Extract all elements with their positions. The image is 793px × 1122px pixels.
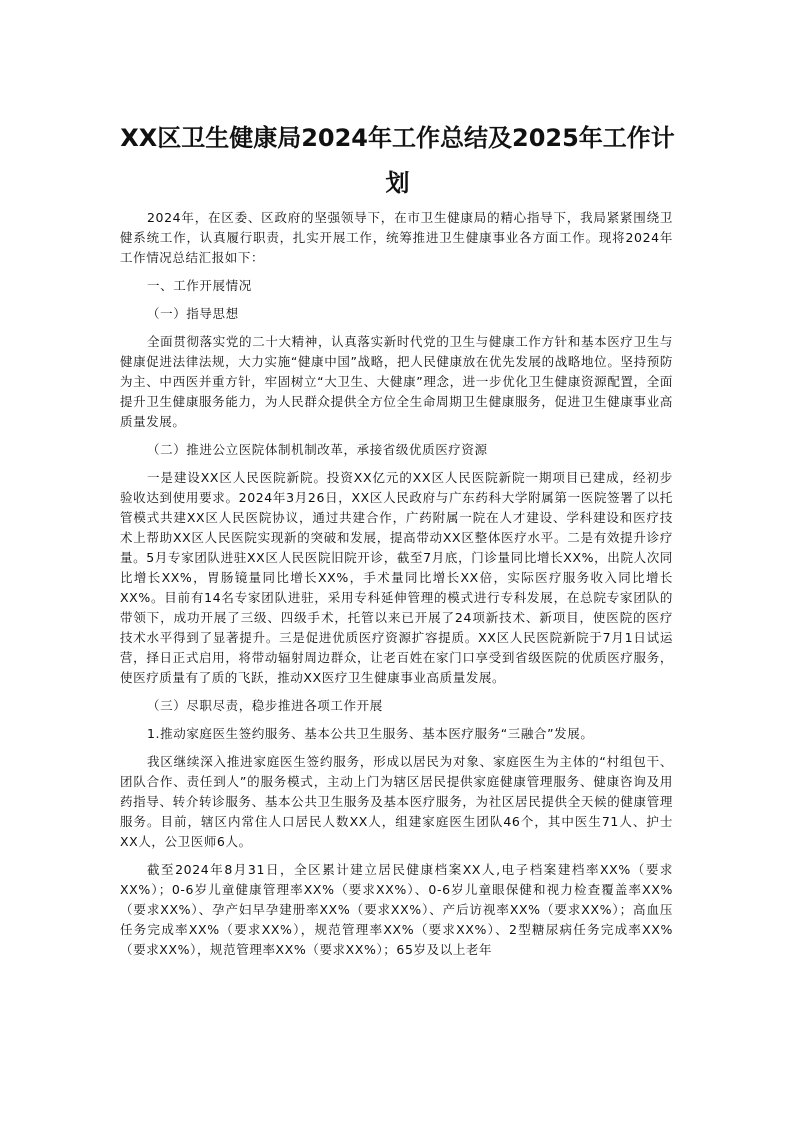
subsection-heading-hospital-reform: （二）推进公立医院体制机制改革，承接省级优质医疗资源 [147, 442, 488, 457]
intro-paragraph: 2024年，在区委、区政府的坚强领导下，在市卫生健康局的精心指导下，我局紧紧围绕卫健系统工作，认真履行职责，扎实开展工作，统筹推进卫生健康事业各方面工作。现将2024年工作情况总结汇报如下： [120, 210, 673, 265]
hospital-reform-paragraph: 一是建设XX区人民医院新院。投资XX亿元的XX区人民医院新院一期项目已建成，经初步验收达到使用要求。2024年3月26日，XX区人民政府与广东药科大学附属第一医院签署了以托管模式共建XX区人民医院协议，通过共建合作，广药附属一院在人才建设、学科建设和医疗技术上帮助XX区人民医院实现新的突破和发展，提高带动XX区整体医疗水平。二是有效提升诊疗量。5月专家团队进驻XX区人民医院旧院开诊，截至7月底，门诊量同比增长XX%，出院人次同比增长XX%，胃肠镜量同比增长XX%，手术量同比增长XX倍，实际医疗服务收入同比增长XX%。目前有14名专家团队进驻，采用专科延伸管理的模式进行专科发展，在总院专家团队的带领下，成功开展了三级、四级手术，托管以来已开展了24项新技术、新项目，使医院的医疗技术水平得到了显著提升。三是促进优质医疗资源扩容提质。XX区人民医院新院于7月1日试运营，择日正式启用，将带动辐射周边群众，让老百姓在家门口享受到省级医院的优质医疗服务，使医疗质量有了质的飞跃，推动XX医疗卫生健康事业高质量发展。 [120, 470, 673, 685]
guiding-ideology-paragraph: 全面贯彻落实党的二十大精神，认真落实新时代党的卫生与健康工作方针和基本医疗卫生与健康促进法律法规，大力实施“健康中国”战略，把人民健康放在优先发展的战略地位。坚持预防为主、中西医并重方针，牢固树立“大卫生、大健康”理念，进一步优化卫生健康资源配置，全面提升卫生健康服务能力，为人民群众提供全方位全生命周期卫生健康服务，促进卫生健康事业高质量发展。 [120, 334, 673, 429]
item-heading-three-integration: 1.推动家庭医生签约服务、基本公共卫生服务、基本医疗服务“三融合”发展。 [147, 726, 594, 741]
family-doctor-paragraph: 我区继续深入推进家庭医生签约服务，形成以居民为对象、家庭医生为主体的“村组包干、团队合作、责任到人”的服务模式，主动上门为辖区居民提供家庭健康管理服务、健康咨询及用药指导、转介转诊服务、基本公共卫生服务及基本医疗服务，为社区居民提供全天候的健康管理服务。目前，辖区内常住人口居民人数XX人，组建家庭医生团队46个，其中医生71人、护士XX人，公卫医师6人。 [120, 754, 673, 849]
subsection-heading-duties: （三）尽职尽责，稳步推进各项工作开展 [147, 698, 383, 713]
document-body [120, 208, 673, 968]
section-heading-work-status: 一、工作开展情况 [147, 278, 252, 293]
document-title: XX区卫生健康局2024年工作总结及2025年工作计划 [120, 124, 675, 197]
subsection-heading-guiding-ideology: （一）指导思想 [147, 306, 239, 321]
health-records-paragraph: 截至2024年8月31日，全区累计建立居民健康档案XX人,电子档案建档率XX%（要求XX%）；0-6岁儿童健康管理率XX%（要求XX%）、0-6岁儿童眼保健和视力检查覆盖率XX%（要求XX%）、孕产妇早孕建册率XX%（要求XX%）、产后访视率XX%（要求XX%）；高血压任务完成率XX%（要求XX%），规范管理率XX%（要求XX%）、2型糖尿病任务完成率XX%（要求XX%），规范管理率XX%（要求XX%）；65岁及以上老年 [120, 862, 673, 957]
